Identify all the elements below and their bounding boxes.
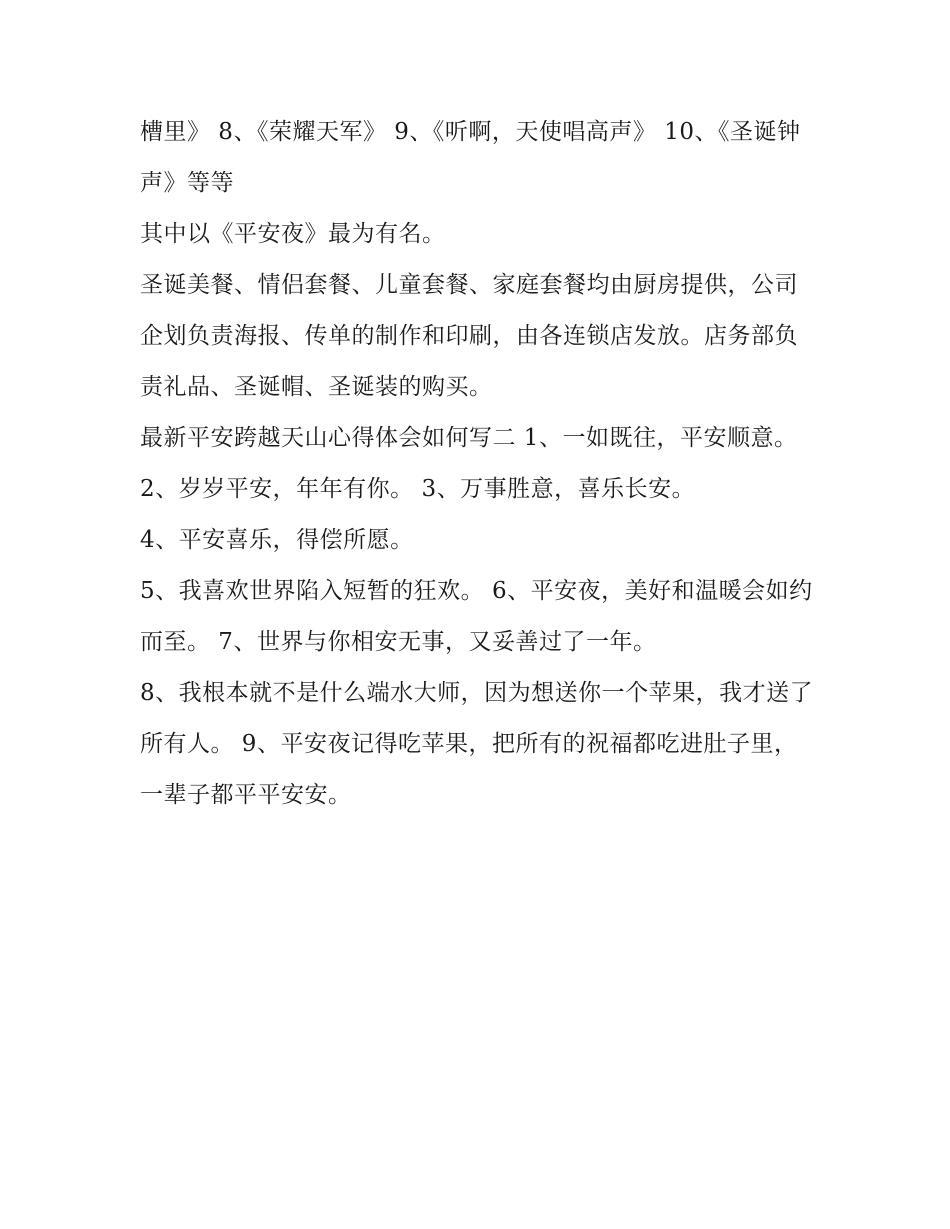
paragraph-carol-list: 槽里》 8、《荣耀天军》 9、《听啊，天使唱高声》 10、《圣诞钟声》等等 — [140, 119, 801, 196]
paragraph-wishes-1-3: 最新平安跨越天山心得体会如何写二 1、一如既往，平安顺意。 2、岁岁平安，年年有你。 3、万事胜意，喜乐长安。 — [140, 425, 798, 502]
paragraph-wishes-5-7: 5、我喜欢世界陷入短暂的狂欢。 6、平安夜，美好和温暖会如约而至。 7、世界与你相安无事，又妥善过了一年。 — [140, 578, 813, 655]
paragraph-wishes-8-9: 8、我根本就不是什么端水大师，因为想送你一个苹果，我才送了所有人。 9、平安夜记得吃苹果，把所有的祝福都吃进肚子里，一辈子都平平安安。 — [140, 680, 814, 808]
paragraph-most-famous: 其中以《平安夜》最为有名。 — [140, 221, 446, 247]
paragraph-wish-4: 4、平安喜乐，得偿所愿。 — [140, 527, 414, 553]
document-body — [140, 107, 820, 821]
paragraph-meal-plan: 圣诞美餐、情侣套餐、儿童套餐、家庭套餐均由厨房提供，公司企划负责海报、传单的制作和印刷，由各连锁店发放。店务部负责礼品、圣诞帽、圣诞装的购买。 — [140, 272, 798, 400]
